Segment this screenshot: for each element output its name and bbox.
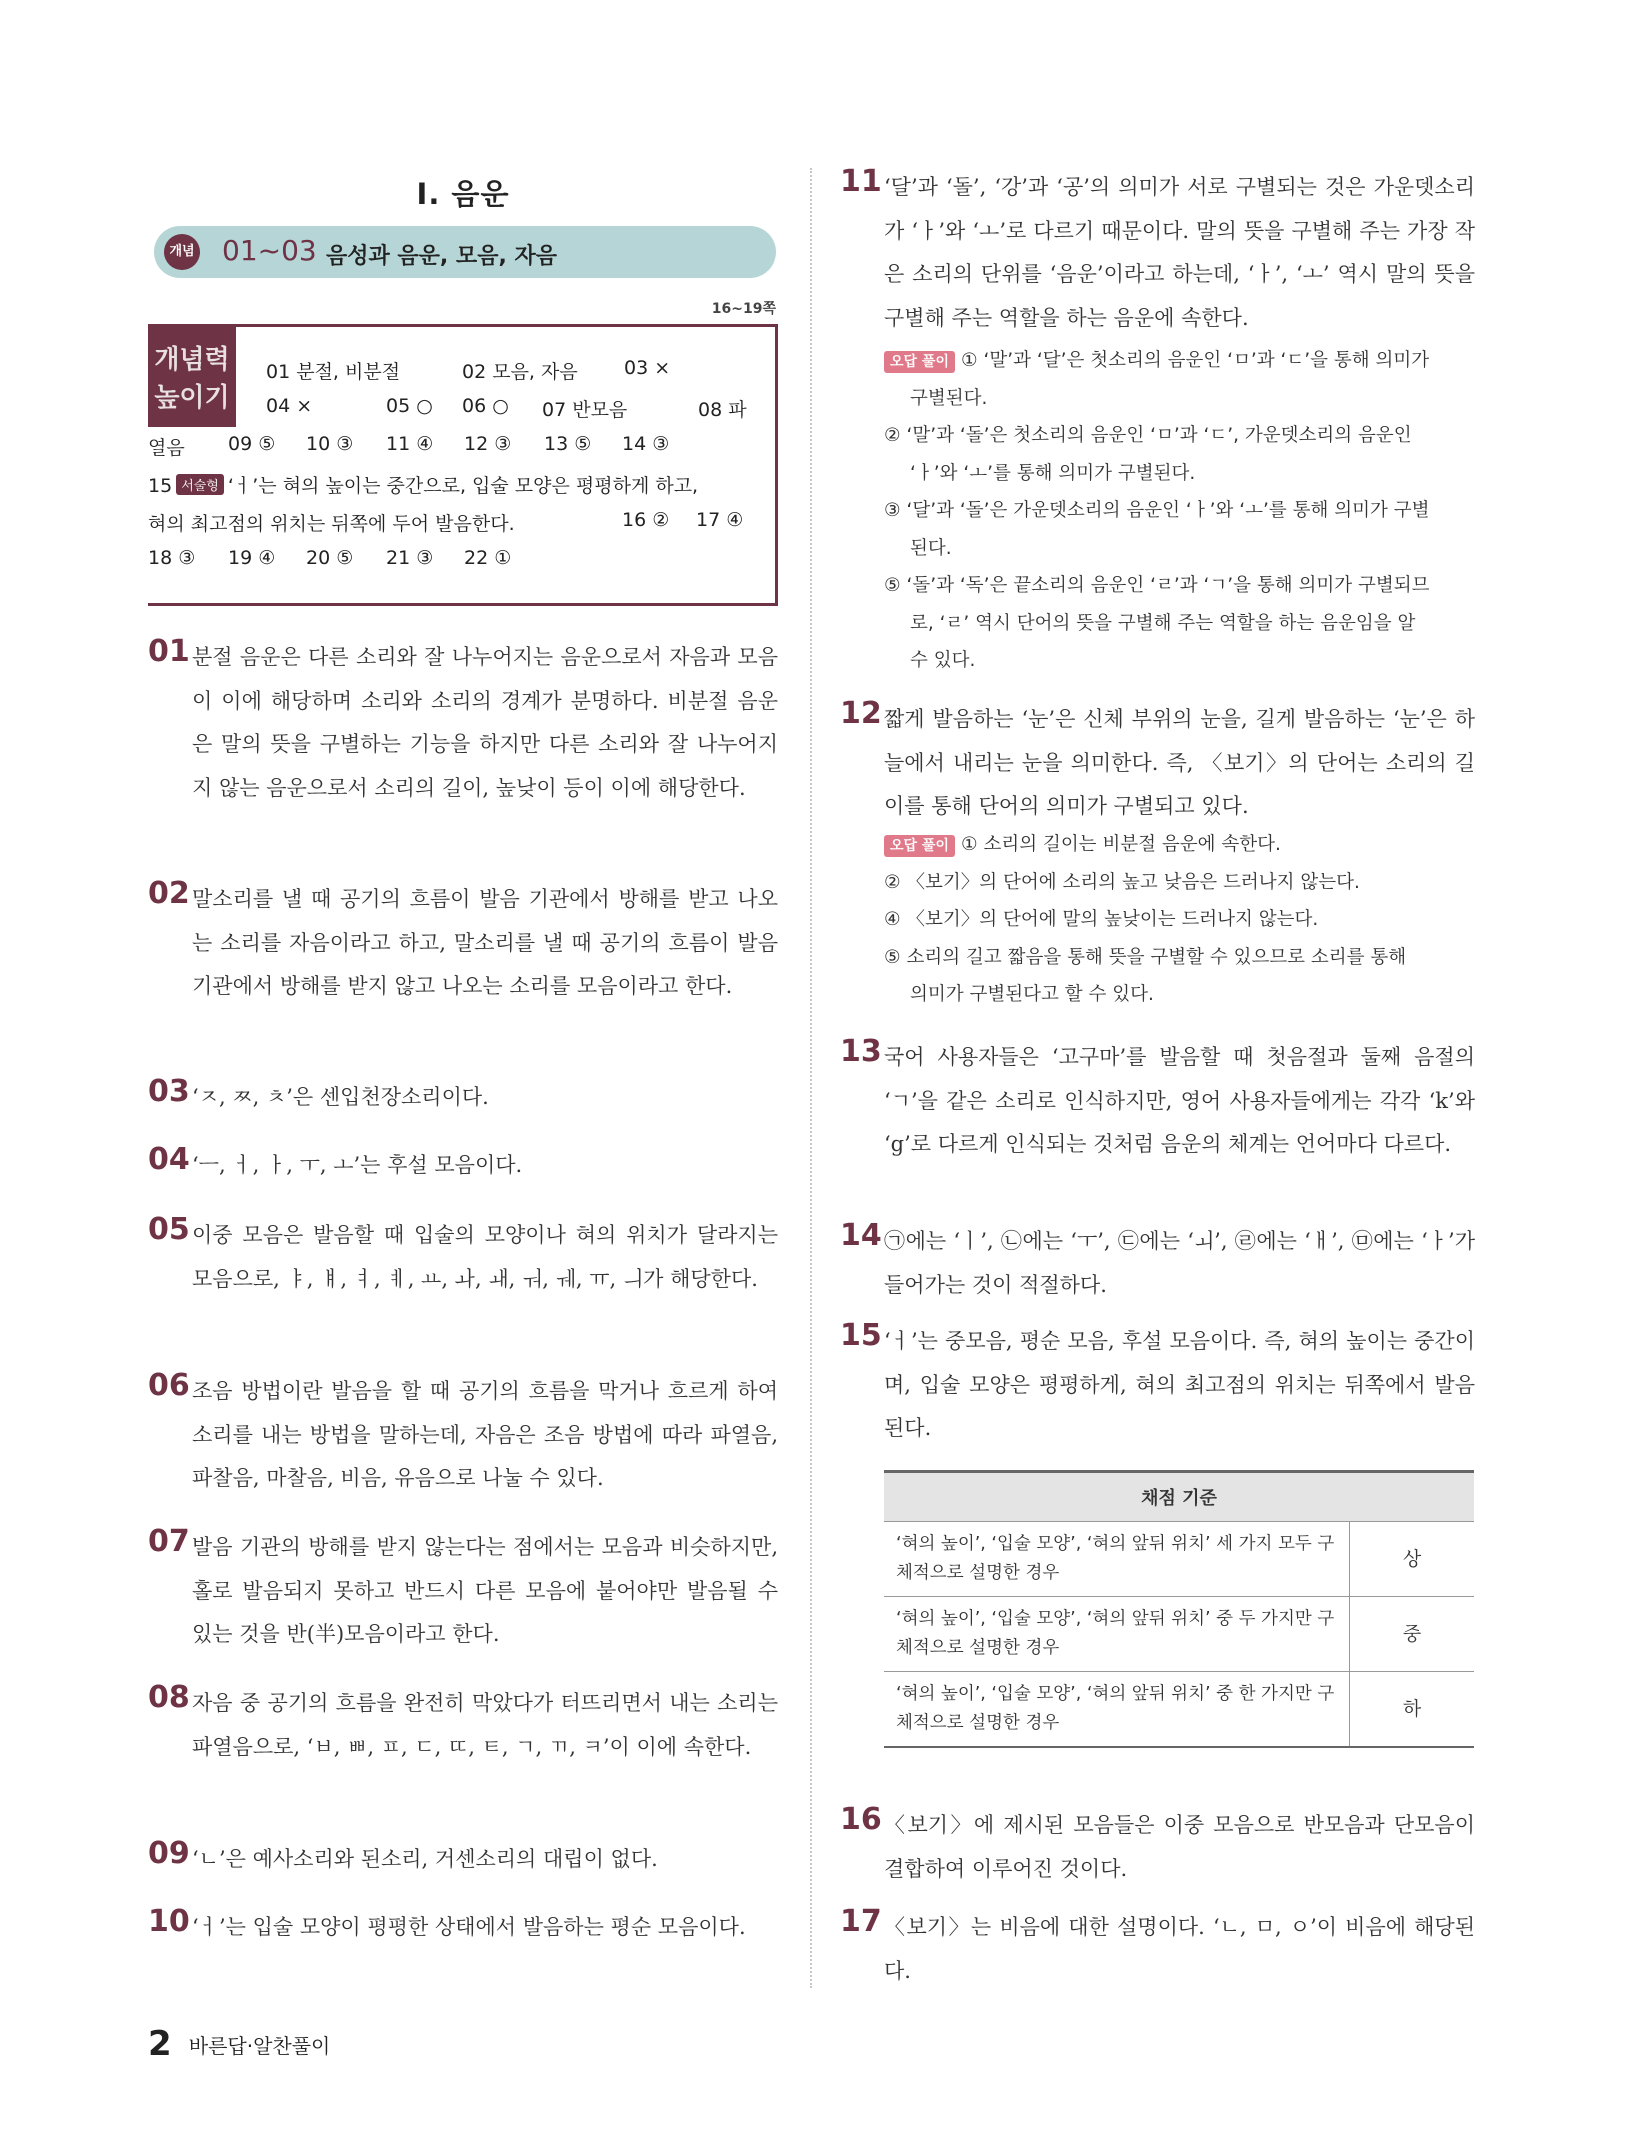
note-line: ① ‘말’과 ‘달’은 첫소리의 음운인 ‘ㅁ’과 ‘ㄷ’을 통해 의미가 bbox=[960, 350, 1430, 371]
question-text: ‘ㅓ’는 입술 모양이 평평한 상태에서 발음하는 평순 모음이다. bbox=[192, 1915, 746, 1939]
question-15 bbox=[840, 1320, 1475, 1451]
wrong-answer-tag: 오답 풀이 bbox=[884, 351, 955, 373]
answer-item: 혀의 최고점의 위치는 뒤쪽에 두어 발음한다. bbox=[148, 513, 515, 535]
answer-item: 11 ④ bbox=[386, 433, 434, 455]
answer-item: 17 ④ bbox=[696, 509, 744, 531]
question-text: ‘ㅓ’는 중모음, 평순 모음, 후설 모음이다. 즉, 혀의 높이는 중간이며, 입술 모양은 평평하게, 혀의 최고점의 위치는 뒤쪽에서 발음된다. bbox=[884, 1329, 1475, 1440]
note-line: ⑤ ‘돌’과 ‘독’은 끝소리의 음운인 ‘ㄹ’과 ‘ㄱ’을 통해 의미가 구별되므 bbox=[884, 575, 1430, 596]
answer-label-line2: 높이기 bbox=[154, 383, 230, 413]
question-05 bbox=[148, 1214, 778, 1301]
answer-item: 18 ③ bbox=[148, 547, 196, 569]
note-line: 구별된다. bbox=[910, 387, 988, 409]
question-11 bbox=[840, 166, 1475, 340]
criteria-cell: ‘혀의 높이’, ‘입술 모양’, ‘혀의 앞뒤 위치’ 중 한 가지만 구체적으로 설명한 경우 bbox=[884, 1672, 1350, 1748]
answer-item: 19 ④ bbox=[228, 547, 276, 569]
answer-item: 22 ① bbox=[464, 547, 512, 569]
question-text: 분절 음운은 다른 소리와 잘 나누어지는 음운으로서 자음과 모음이 이에 해당하며 소리와 소리의 경계가 분명하다. 비분절 음운은 말의 뜻을 구별하는 기능을 하지만 다른 소리와 잘 나누어지지 않는 음운으로서 소리의 길이, 높낮이 등이 이에 해당한다. bbox=[192, 645, 778, 800]
question-number: 07 bbox=[148, 1524, 190, 1559]
table-row bbox=[884, 1672, 1474, 1748]
question-text: 조음 방법이란 발음을 할 때 공기의 흐름을 막거나 흐르게 하여 소리를 내는 방법을 말하는데, 자음은 조음 방법에 따라 파열음, 파찰음, 마찰음, 비음, 유음으로 나눌 수 있다. bbox=[192, 1379, 778, 1490]
question-text: ‘ㄴ’은 예사소리와 된소리, 거센소리의 대립이 없다. bbox=[192, 1847, 658, 1871]
question-06 bbox=[148, 1370, 778, 1501]
answer-item: 16 ② bbox=[622, 509, 670, 531]
table-row bbox=[884, 1597, 1474, 1672]
answer-item: 05 ○ bbox=[386, 395, 433, 417]
criteria-cell: ‘혀의 높이’, ‘입술 모양’, ‘혀의 앞뒤 위치’ 중 두 가지만 구체적으로 설명한 경우 bbox=[884, 1597, 1350, 1672]
note-line: ① 소리의 길이는 비분절 음운에 속한다. bbox=[960, 834, 1281, 855]
answer-box bbox=[148, 324, 778, 606]
wrong-answer-notes-11 bbox=[884, 342, 1474, 680]
answer-item: 07 반모음 bbox=[542, 399, 628, 421]
note-line: 수 있다. bbox=[910, 650, 976, 671]
answer-item bbox=[148, 471, 698, 498]
criteria-cell: ‘혀의 높이’, ‘입술 모양’, ‘혀의 앞뒤 위치’ 세 가지 모두 구체적으로 설명한 경우 bbox=[884, 1522, 1350, 1597]
question-16 bbox=[840, 1804, 1475, 1891]
question-02 bbox=[148, 878, 778, 1009]
question-number: 01 bbox=[148, 634, 190, 669]
question-10 bbox=[148, 1906, 778, 1950]
scoring-header-row bbox=[884, 1472, 1474, 1522]
page-range: 16~19쪽 bbox=[711, 301, 776, 317]
scoring-header: 채점 기준 bbox=[884, 1472, 1474, 1522]
question-text: 국어 사용자들은 ‘고구마’를 발음할 때 첫음절과 둘째 음절의 ‘ㄱ’을 같은 소리로 인식하지만, 영어 사용자들에게는 각각 ‘k’와 ‘g’로 다르게 인식되는 것처럼 음운의 체계는 언어마다 다르다. bbox=[884, 1045, 1475, 1156]
answer-item: 14 ③ bbox=[622, 433, 670, 455]
question-number: 16 bbox=[840, 1802, 882, 1837]
question-03 bbox=[148, 1076, 778, 1120]
answer-item: 21 ③ bbox=[386, 547, 434, 569]
concept-badge: 개념 bbox=[164, 234, 200, 270]
question-number: 05 bbox=[148, 1212, 190, 1247]
question-08 bbox=[148, 1682, 778, 1769]
question-04 bbox=[148, 1144, 778, 1188]
question-number: 09 bbox=[148, 1836, 190, 1871]
answer-item: 10 ③ bbox=[306, 433, 354, 455]
note-line: 로, ‘ㄹ’ 역시 단어의 뜻을 구별해 주는 역할을 하는 음운임을 알 bbox=[910, 612, 1416, 634]
chapter-title: Ⅰ. 음운 bbox=[416, 177, 510, 211]
wrong-answer-tag: 오답 풀이 bbox=[884, 835, 955, 857]
table-row bbox=[884, 1522, 1474, 1597]
grade-cell: 중 bbox=[1350, 1597, 1475, 1672]
question-12 bbox=[840, 698, 1475, 829]
answer-item: 20 ⑤ bbox=[306, 547, 354, 569]
note-line: ② 〈보기〉의 단어에 소리의 높고 낮음은 드러나지 않는다. bbox=[884, 871, 1360, 893]
question-text: 〈보기〉에 제시된 모음들은 이중 모음으로 반모음과 단모음이 결합하여 이루어진 것이다. bbox=[884, 1813, 1475, 1881]
scoring-table bbox=[884, 1470, 1474, 1748]
question-number: 04 bbox=[148, 1142, 190, 1177]
answer-item: 열음 bbox=[148, 437, 185, 459]
question-number: 13 bbox=[840, 1034, 882, 1069]
question-number: 03 bbox=[148, 1074, 190, 1109]
question-text: 발음 기관의 방해를 받지 않는다는 점에서는 모음과 비슷하지만, 홀로 발음되지 못하고 반드시 다른 모음에 붙어야만 발음될 수 있는 것을 반(半)모음이라고 한다. bbox=[192, 1535, 778, 1646]
answer-item: 01 분절, 비분절 bbox=[266, 361, 401, 383]
answer-item: 13 ⑤ bbox=[544, 433, 592, 455]
page-footer bbox=[148, 2024, 330, 2064]
question-text: ‘ㅈ, ㅉ, ㅊ’은 센입천장소리이다. bbox=[192, 1085, 489, 1109]
question-number: 14 bbox=[840, 1218, 882, 1253]
note-line: ④ 〈보기〉의 단어에 말의 높낮이는 드러나지 않는다. bbox=[884, 909, 1319, 930]
question-number: 12 bbox=[840, 696, 882, 731]
grade-cell: 하 bbox=[1350, 1672, 1475, 1748]
answer-box-label bbox=[148, 327, 236, 427]
question-number: 10 bbox=[148, 1904, 190, 1939]
answer-item: 12 ③ bbox=[464, 433, 512, 455]
question-07 bbox=[148, 1526, 778, 1657]
answer-item: 06 ○ bbox=[462, 395, 509, 417]
question-14 bbox=[840, 1220, 1475, 1307]
answer-item: 08 파 bbox=[698, 399, 747, 421]
answer-num: 15 bbox=[148, 475, 173, 497]
answer-label-line1: 개념력 bbox=[154, 345, 230, 375]
question-number: 15 bbox=[840, 1318, 882, 1353]
question-number: 11 bbox=[840, 164, 882, 199]
descriptive-tag: 서술형 bbox=[176, 474, 224, 495]
question-text: ‘ㅡ, ㅓ, ㅏ, ㅜ, ㅗ’는 후설 모음이다. bbox=[192, 1153, 523, 1177]
note-line: ⑤ 소리의 길고 짧음을 통해 뜻을 구별할 수 있으므로 소리를 통해 bbox=[884, 946, 1407, 968]
question-09 bbox=[148, 1838, 778, 1882]
question-text: 자음 중 공기의 흐름을 완전히 막았다가 터뜨리면서 내는 소리는 파열음으로, ‘ㅂ, ㅃ, ㅍ, ㄷ, ㄸ, ㅌ, ㄱ, ㄲ, ㅋ’이 이에 속한다. bbox=[192, 1691, 778, 1759]
question-text: ‘달’과 ‘돌’, ‘강’과 ‘공’의 의미가 서로 구별되는 것은 가운뎃소리가 ‘ㅏ’와 ‘ㅗ’로 다르기 때문이다. 말의 뜻을 구별해 주는 가장 작은 소리의 단위를 ‘음운’이라고 하는데, ‘ㅏ’, ‘ㅗ’ 역시 말의 뜻을 구별해 주는 역할을 하는 음운에 속한다. bbox=[884, 175, 1475, 330]
question-number: 08 bbox=[148, 1680, 190, 1715]
page-number: 2 bbox=[148, 2024, 172, 2064]
note-line: 된다. bbox=[910, 537, 952, 559]
note-line: ② ‘말’과 ‘돌’은 첫소리의 음운인 ‘ㅁ’과 ‘ㄷ’, 가운뎃소리의 음운인 bbox=[884, 425, 1412, 446]
question-text: 〈보기〉는 비음에 대한 설명이다. ‘ㄴ, ㅁ, ㅇ’이 비음에 해당된다. bbox=[884, 1915, 1475, 1983]
section-number: 01~03 bbox=[222, 234, 317, 267]
footer-label: 바른답·알찬풀이 bbox=[188, 2033, 331, 2058]
note-line: ③ ‘달’과 ‘돌’은 가운뎃소리의 음운인 ‘ㅏ’와 ‘ㅗ’를 통해 의미가 구별 bbox=[884, 500, 1430, 521]
question-text: 짧게 발음하는 ‘눈’은 신체 부위의 눈을, 길게 발음하는 ‘눈’은 하늘에서 내리는 눈을 의미한다. 즉, 〈보기〉의 단어는 소리의 길이를 통해 단어의 의미가 구별되고 있다. bbox=[884, 707, 1475, 818]
question-number: 06 bbox=[148, 1368, 190, 1403]
note-line: ‘ㅏ’와 ‘ㅗ’를 통해 의미가 구별된다. bbox=[910, 462, 1196, 484]
question-text: ㉠에는 ‘ㅣ’, ㉡에는 ‘ㅜ’, ㉢에는 ‘ㅚ’, ㉣에는 ‘ㅐ’, ㉤에는 ‘ㅏ’가 들어가는 것이 적절하다. bbox=[884, 1229, 1475, 1297]
question-text: 이중 모음은 발음할 때 입술의 모양이나 혀의 위치가 달라지는 모음으로, ㅑ, ㅒ, ㅕ, ㅖ, ㅛ, ㅘ, ㅙ, ㅝ, ㅞ, ㅠ, ㅢ가 해당한다. bbox=[192, 1223, 778, 1291]
section-title: 음성과 음운, 모음, 자음 bbox=[326, 244, 557, 269]
question-17 bbox=[840, 1906, 1475, 1993]
question-number: 17 bbox=[840, 1904, 882, 1939]
note-line: 의미가 구별된다고 할 수 있다. bbox=[910, 984, 1154, 1005]
answer-item: 09 ⑤ bbox=[228, 433, 276, 455]
column-divider bbox=[810, 168, 812, 1988]
answer-item: 02 모음, 자음 bbox=[462, 361, 578, 383]
section-banner bbox=[154, 226, 776, 278]
question-01 bbox=[148, 636, 778, 810]
question-text: 말소리를 낼 때 공기의 흐름이 발음 기관에서 방해를 받고 나오는 소리를 자음이라고 하고, 말소리를 낼 때 공기의 흐름이 발음 기관에서 방해를 받지 않고 나오는 소리를 모음이라고 한다. bbox=[192, 887, 778, 998]
question-number: 02 bbox=[148, 876, 190, 911]
answer-item: 03 × bbox=[624, 357, 671, 379]
grade-cell: 상 bbox=[1350, 1522, 1475, 1597]
answer-item: 04 × bbox=[266, 395, 313, 417]
wrong-answer-notes-12 bbox=[884, 826, 1474, 1014]
question-13 bbox=[840, 1036, 1475, 1167]
answer-text: ‘ㅓ’는 혀의 높이는 중간으로, 입술 모양은 평평하게 하고, bbox=[227, 475, 699, 497]
